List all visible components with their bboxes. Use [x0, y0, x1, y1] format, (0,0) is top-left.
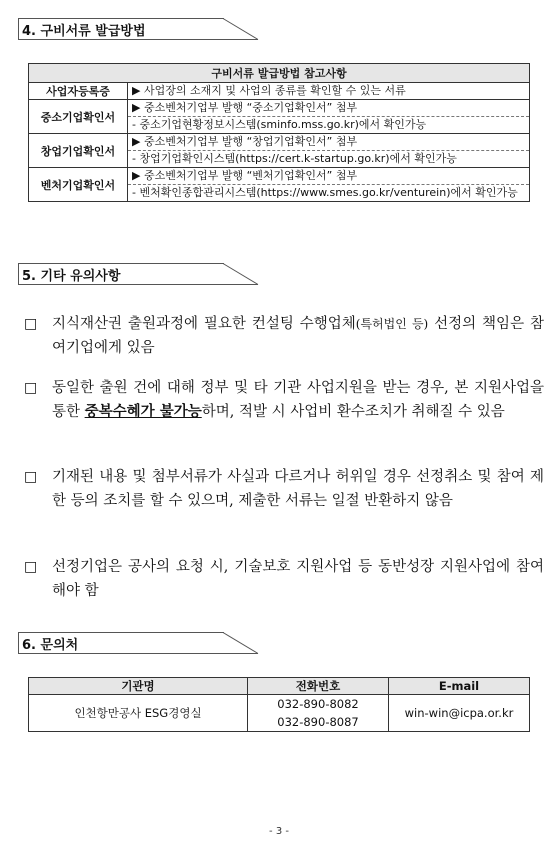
section-5-title: 5. 기타 유의사항 — [22, 269, 121, 284]
doc-name: 벤처기업확인서 — [29, 168, 128, 202]
table-row — [29, 134, 530, 168]
contact-table — [28, 677, 530, 732]
header-phone: 전화번호 — [248, 678, 389, 695]
section-4-header — [18, 18, 278, 40]
doc-desc: ▶ 사업장의 소재지 및 사업의 종류를 확인할 수 있는 서류 — [128, 83, 530, 100]
note-item: □ 지식재산권 출원과정에 필요한 컨설팅 수행업체(특허법인 등) 선정의 책임은 참여기업에게 있음 — [24, 312, 544, 360]
email-address: win-win@icpa.or.kr — [389, 695, 530, 732]
table-caption: 구비서류 발급방법 참고사항 — [29, 64, 530, 83]
checkbox-bullet-icon: □ — [24, 380, 38, 396]
table-row — [29, 83, 530, 100]
doc-name: 창업기업확인서 — [29, 134, 128, 168]
section-4-title: 4. 구비서류 발급방법 — [22, 24, 146, 39]
doc-desc: ▶ 중소벤처기업부 발행 “벤처기업확인서” 첨부 — [132, 169, 358, 182]
page-number: - 3 - — [269, 826, 289, 837]
checkbox-bullet-icon: □ — [24, 559, 38, 575]
emphasis-duplicate-benefit: 중복수혜가 불가능 — [84, 403, 202, 420]
org-name: 인천항만공사 ESG경영실 — [29, 695, 248, 732]
note-item: □ 선정기업은 공사의 요청 시, 기술보호 지원사업 등 동반성장 지원사업에 참여해야 함 — [24, 555, 544, 603]
table-row — [29, 168, 530, 202]
doc-name: 사업자등록증 — [29, 83, 128, 100]
header-email: E-mail — [389, 678, 530, 695]
document-issuance-table — [28, 63, 530, 202]
checkbox-bullet-icon: □ — [24, 469, 38, 485]
section-6-header — [18, 632, 278, 654]
section-6-title: 6. 문의처 — [22, 638, 79, 653]
header-org: 기관명 — [29, 678, 248, 695]
doc-desc: ▶ 중소벤처기업부 발행 “창업기업확인서” 첨부 — [132, 135, 358, 148]
note-item: □ 기재된 내용 및 첨부서류가 사실과 다르거나 허위일 경우 선정취소 및 참여 제한 등의 조치를 할 수 있으며, 제출한 서류는 일절 반환하지 않음 — [24, 465, 544, 513]
phone-number: 032-890-8087 — [277, 715, 359, 729]
doc-desc: ▶ 중소벤처기업부 발행 “중소기업확인서” 첨부 — [132, 101, 358, 114]
doc-desc-sub: - 창업기업확인시스템(https://cert.k-startup.go.kr)에서 확인가능 — [128, 150, 529, 167]
phone-number: 032-890-8082 — [277, 697, 359, 711]
doc-desc-sub: - 벤처확인종합관리시스템(https://www.smes.go.kr/venturein)에서 확인가능 — [128, 184, 529, 201]
note-item: □ 동일한 출원 건에 대해 정부 및 타 기관 사업지원을 받는 경우, 본 지원사업을 통한 중복수혜가 불가능하며, 적발 시 사업비 환수조치가 취해질 수 있음 — [24, 376, 544, 424]
table-row — [29, 100, 530, 134]
table-row — [29, 695, 530, 732]
section-5-header — [18, 263, 278, 285]
doc-name: 중소기업확인서 — [29, 100, 128, 134]
doc-desc-sub: - 중소기업현황정보시스템(sminfo.mss.go.kr)에서 확인가능 — [128, 116, 529, 133]
checkbox-bullet-icon: □ — [24, 316, 38, 332]
